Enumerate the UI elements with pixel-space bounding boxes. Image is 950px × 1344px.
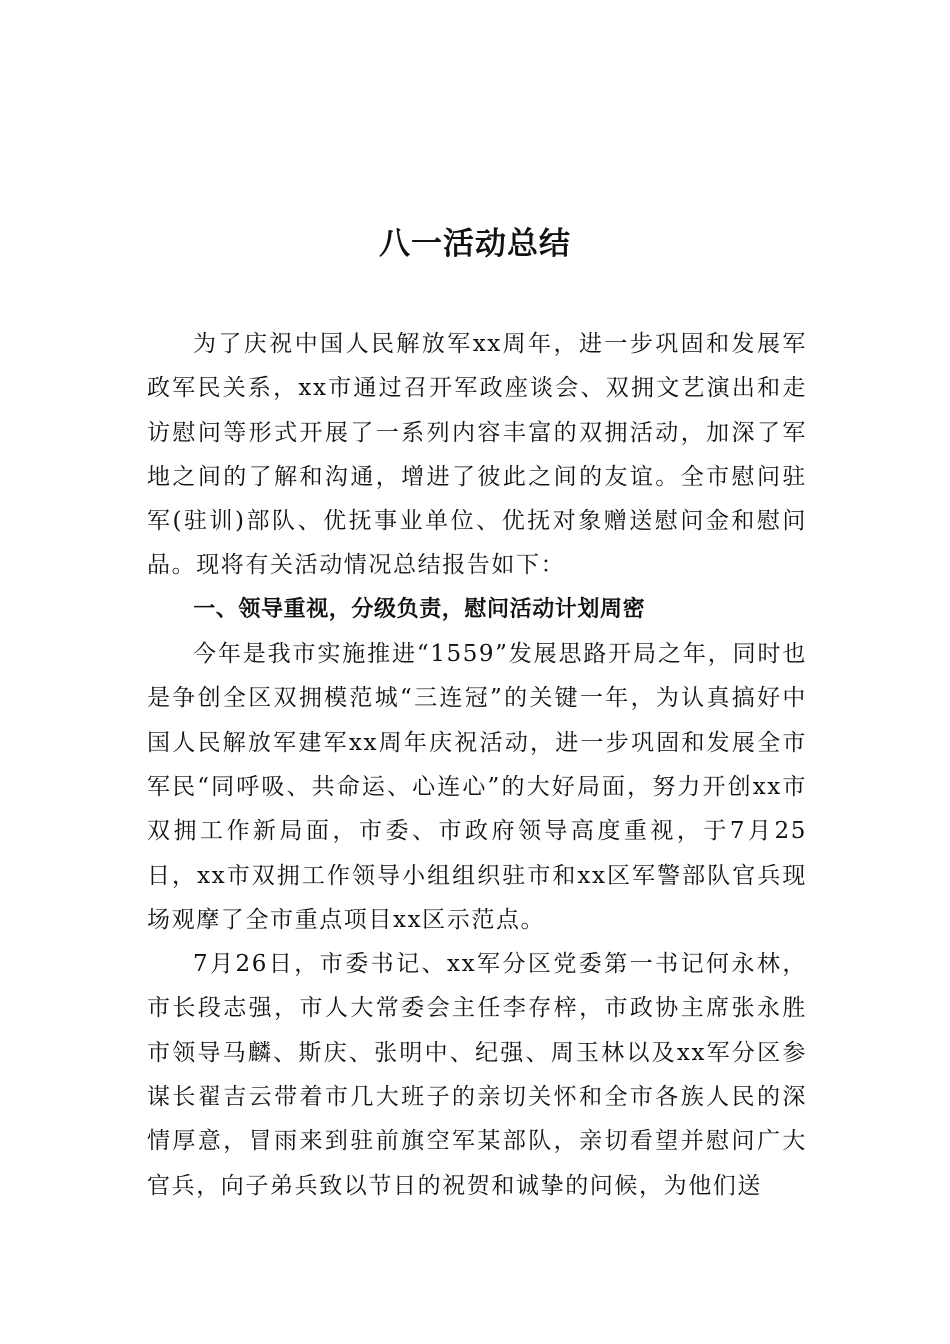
document-body	[147, 322, 807, 1208]
section-heading: 一、领导重视，分级负责，慰问活动计划周密	[193, 596, 646, 622]
document-title: 八一活动总结	[379, 226, 571, 262]
section-paragraph: 今年是我市实施推进“1559”发展思路开局之年，同时也是争创全区双拥模范城“三连冠”的关键一年，为认真搞好中国人民解放军建军xx周年庆祝活动，进一步巩固和发展全市军民“同呼吸、共命运、心连心”的大好局面，努力开创xx市双拥工作新局面，市委、市政府领导高度重视，于7月25日，xx市双拥工作领导小组组织驻市和xx区军警部队官兵现场观摩了全市重点项目xx区示范点。	[147, 641, 807, 933]
section-paragraph: 7月26日，市委书记、xx军分区党委第一书记何永林，市长段志强，市人大常委会主任李存梓，市政协主席张永胜市领导马麟、斯庆、张明中、纪强、周玉林以及xx军分区参谋长翟吉云带着市几大班子的亲切关怀和全市各族人民的深情厚意，冒雨来到驻前旗空军某部队，亲切看望并慰问广大官兵，向子弟兵致以节日的祝贺和诚挚的问候，为他们送	[147, 951, 807, 1199]
intro-paragraph: 为了庆祝中国人民解放军xx周年，进一步巩固和发展军政军民关系，xx市通过召开军政座谈会、双拥文艺演出和走访慰问等形式开展了一系列内容丰富的双拥活动，加深了军地之间的了解和沟通，增进了彼此之间的友谊。全市慰问驻军(驻训)部队、优抚事业单位、优抚对象赠送慰问金和慰问品。现将有关活动情况总结报告如下：	[147, 331, 807, 579]
